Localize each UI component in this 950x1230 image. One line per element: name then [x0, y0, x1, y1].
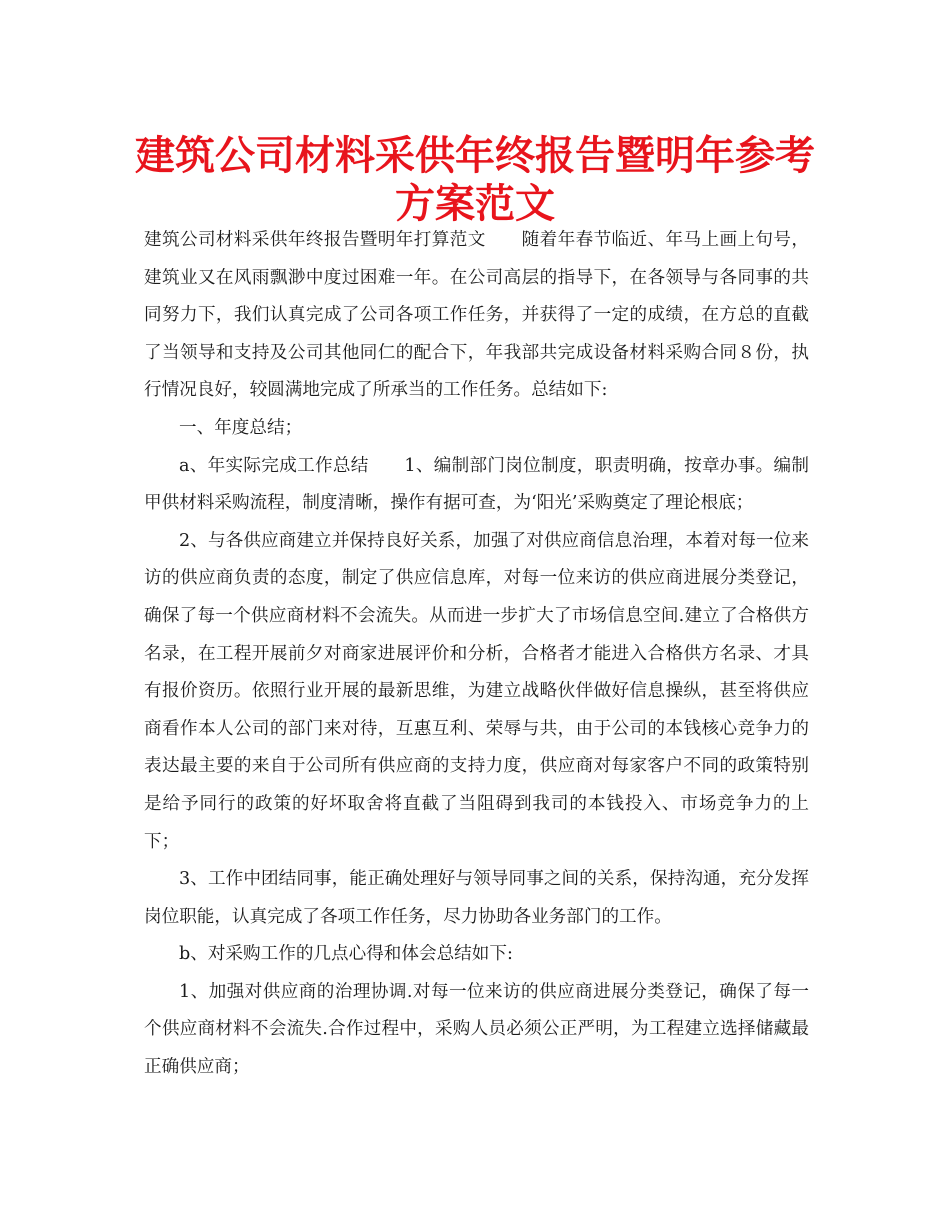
paragraph-item-a-1: a、年实际完成工作总结 1、编制部门岗位制度，职责明确，按章办事。编制甲供材料采购流程，制度清晰，操作有据可查，为‘阳光’采购奠定了理论根底； [144, 455, 809, 514]
paragraph-subheading-b: b、对采购工作的几点心得和体会总结如下: [179, 944, 513, 965]
document-title: 建筑公司材料采供年终报告暨明年参考方案范文 [135, 133, 815, 227]
paragraph-section-heading: 一、年度总结； [179, 417, 303, 438]
paragraph-intro: 建筑公司材料采供年终报告暨明年打算范文 随着年春节临近、年马上画上句号，建筑业又在风雨飘渺中度过困难一年。在公司高层的指导下，在各领导与各同事的共同努力下，我们认真完成了公司各项工作任务，并获得了一定的成绩，在方总的直截了当领导和支持及公司其他同仁的配合下，年我部共完成设备材料采购合同８份，执行情况良好，较圆满地完成了所承当的工作任务。总结如下: [144, 230, 809, 401]
document-body [144, 222, 809, 1087]
paragraph-item-b-1: 1、加强对供应商的治理协调.对每一位来访的供应商进展分类登记，确保了每一个供应商材料不会流失.合作过程中，采购人员必须公正严明，为工程建立选择储藏最正确供应商； [144, 981, 809, 1078]
paragraph-item-2: 2、与各供应商建立并保持良好关系，加强了对供应商信息治理，本着对每一位来访的供应商负责的态度，制定了供应信息库，对每一位来访的供应商进展分类登记，确保了每一个供应商材料不会流失。从而进一步扩大了市场信息空间.建立了合格供方名录，在工程开展前夕对商家进展评价和分析，合格者才能进入合格供方名录、才具有报价资历。依照行业开展的最新思维，为建立战略伙伴做好信息操纵，甚至将供应商看作本人公司的部门来对待，互惠互利、荣辱与共，由于公司的本钱核心竞争力的表达最主要的来自于公司所有供应商的支持力度，供应商对每家客户不同的政策特别是给予同行的政策的好坏取舍将直截了当阻碍到我司的本钱投入、市场竞争力的上下； [144, 530, 809, 852]
paragraph-item-3: 3、工作中团结同事，能正确处理好与领导同事之间的关系，保持沟通，充分发挥岗位职能，认真完成了各项工作任务，尽力协助各业务部门的工作。 [144, 869, 809, 927]
